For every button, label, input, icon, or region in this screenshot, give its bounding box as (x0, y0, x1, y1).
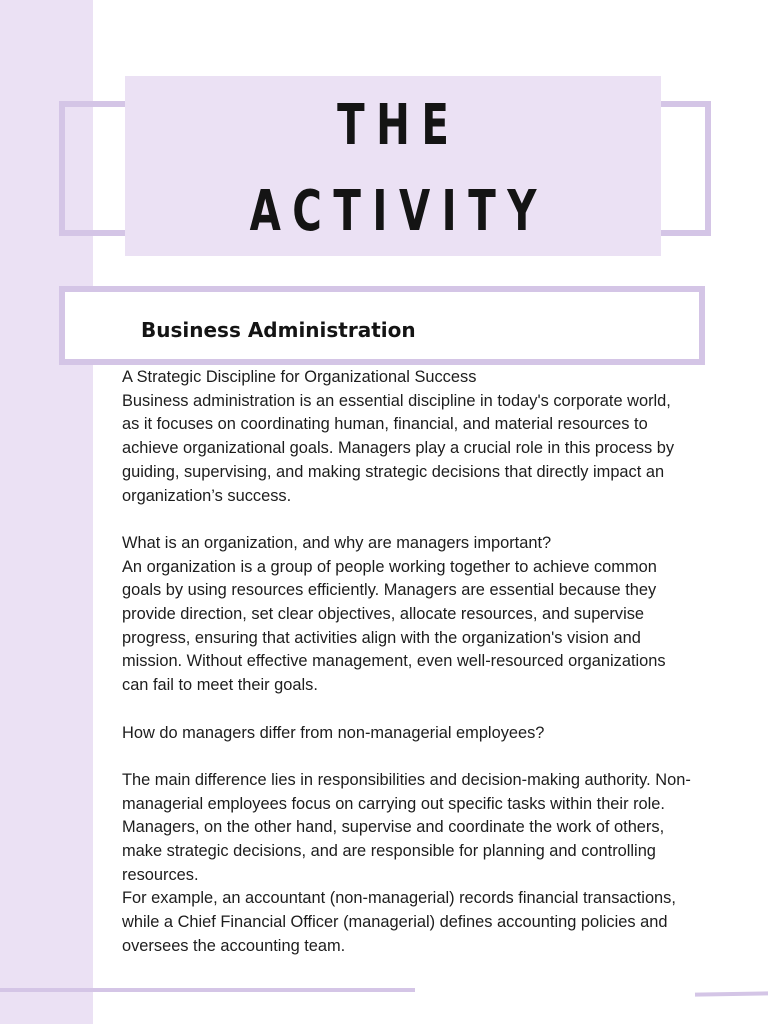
bottom-decorative-line-left (0, 988, 415, 992)
paragraph-intro: Business administration is an essential discipline in today's corporate world, as it focuses on coordinating human, financial, and material resources to achieve organizational goals. Managers play a crucial role in this process by guiding, supervising, and making strategic decisions that directly impact an organization’s success. (122, 391, 675, 505)
title-line-1: THE (337, 93, 461, 158)
answer-1: An organization is a group of people working together to achieve common goals by using resources efficiently. Managers are essential because they provide direction, set clear objectives, allocate resources, and supervise progress, ensuring that activities align with the organization's vision and mission. Without effective management, even well-resourced organizations can fail to meet their goals. (122, 557, 666, 695)
answer-2: The main difference lies in responsibilities and decision-making authority. Non-managerial employees focus on carrying out specific tasks within their role. Managers, on the other hand, supervise and coordinate the work of others, make strategic decisions, and are responsible for planning and controlling resources. (122, 770, 691, 884)
title-line-2: ACTIVITY (249, 179, 548, 244)
paragraph-spacer (122, 508, 692, 532)
section-heading: Business Administration (141, 318, 416, 342)
paragraph-spacer (122, 698, 692, 722)
paragraph-spacer (122, 745, 692, 769)
title-banner (125, 76, 661, 256)
subtitle: A Strategic Discipline for Organizational Success (122, 368, 477, 386)
example-paragraph: For example, an accountant (non-managerial) records financial transactions, while a Chief Financial Officer (managerial) defines accounting policies and oversees the accounting team. (122, 889, 676, 955)
bottom-decorative-line-right (695, 991, 768, 996)
section-heading-frame (59, 286, 705, 365)
question-1: What is an organization, and why are managers important? (122, 533, 552, 552)
article-body (122, 366, 692, 959)
question-2: How do managers differ from non-managerial employees? (122, 723, 545, 742)
